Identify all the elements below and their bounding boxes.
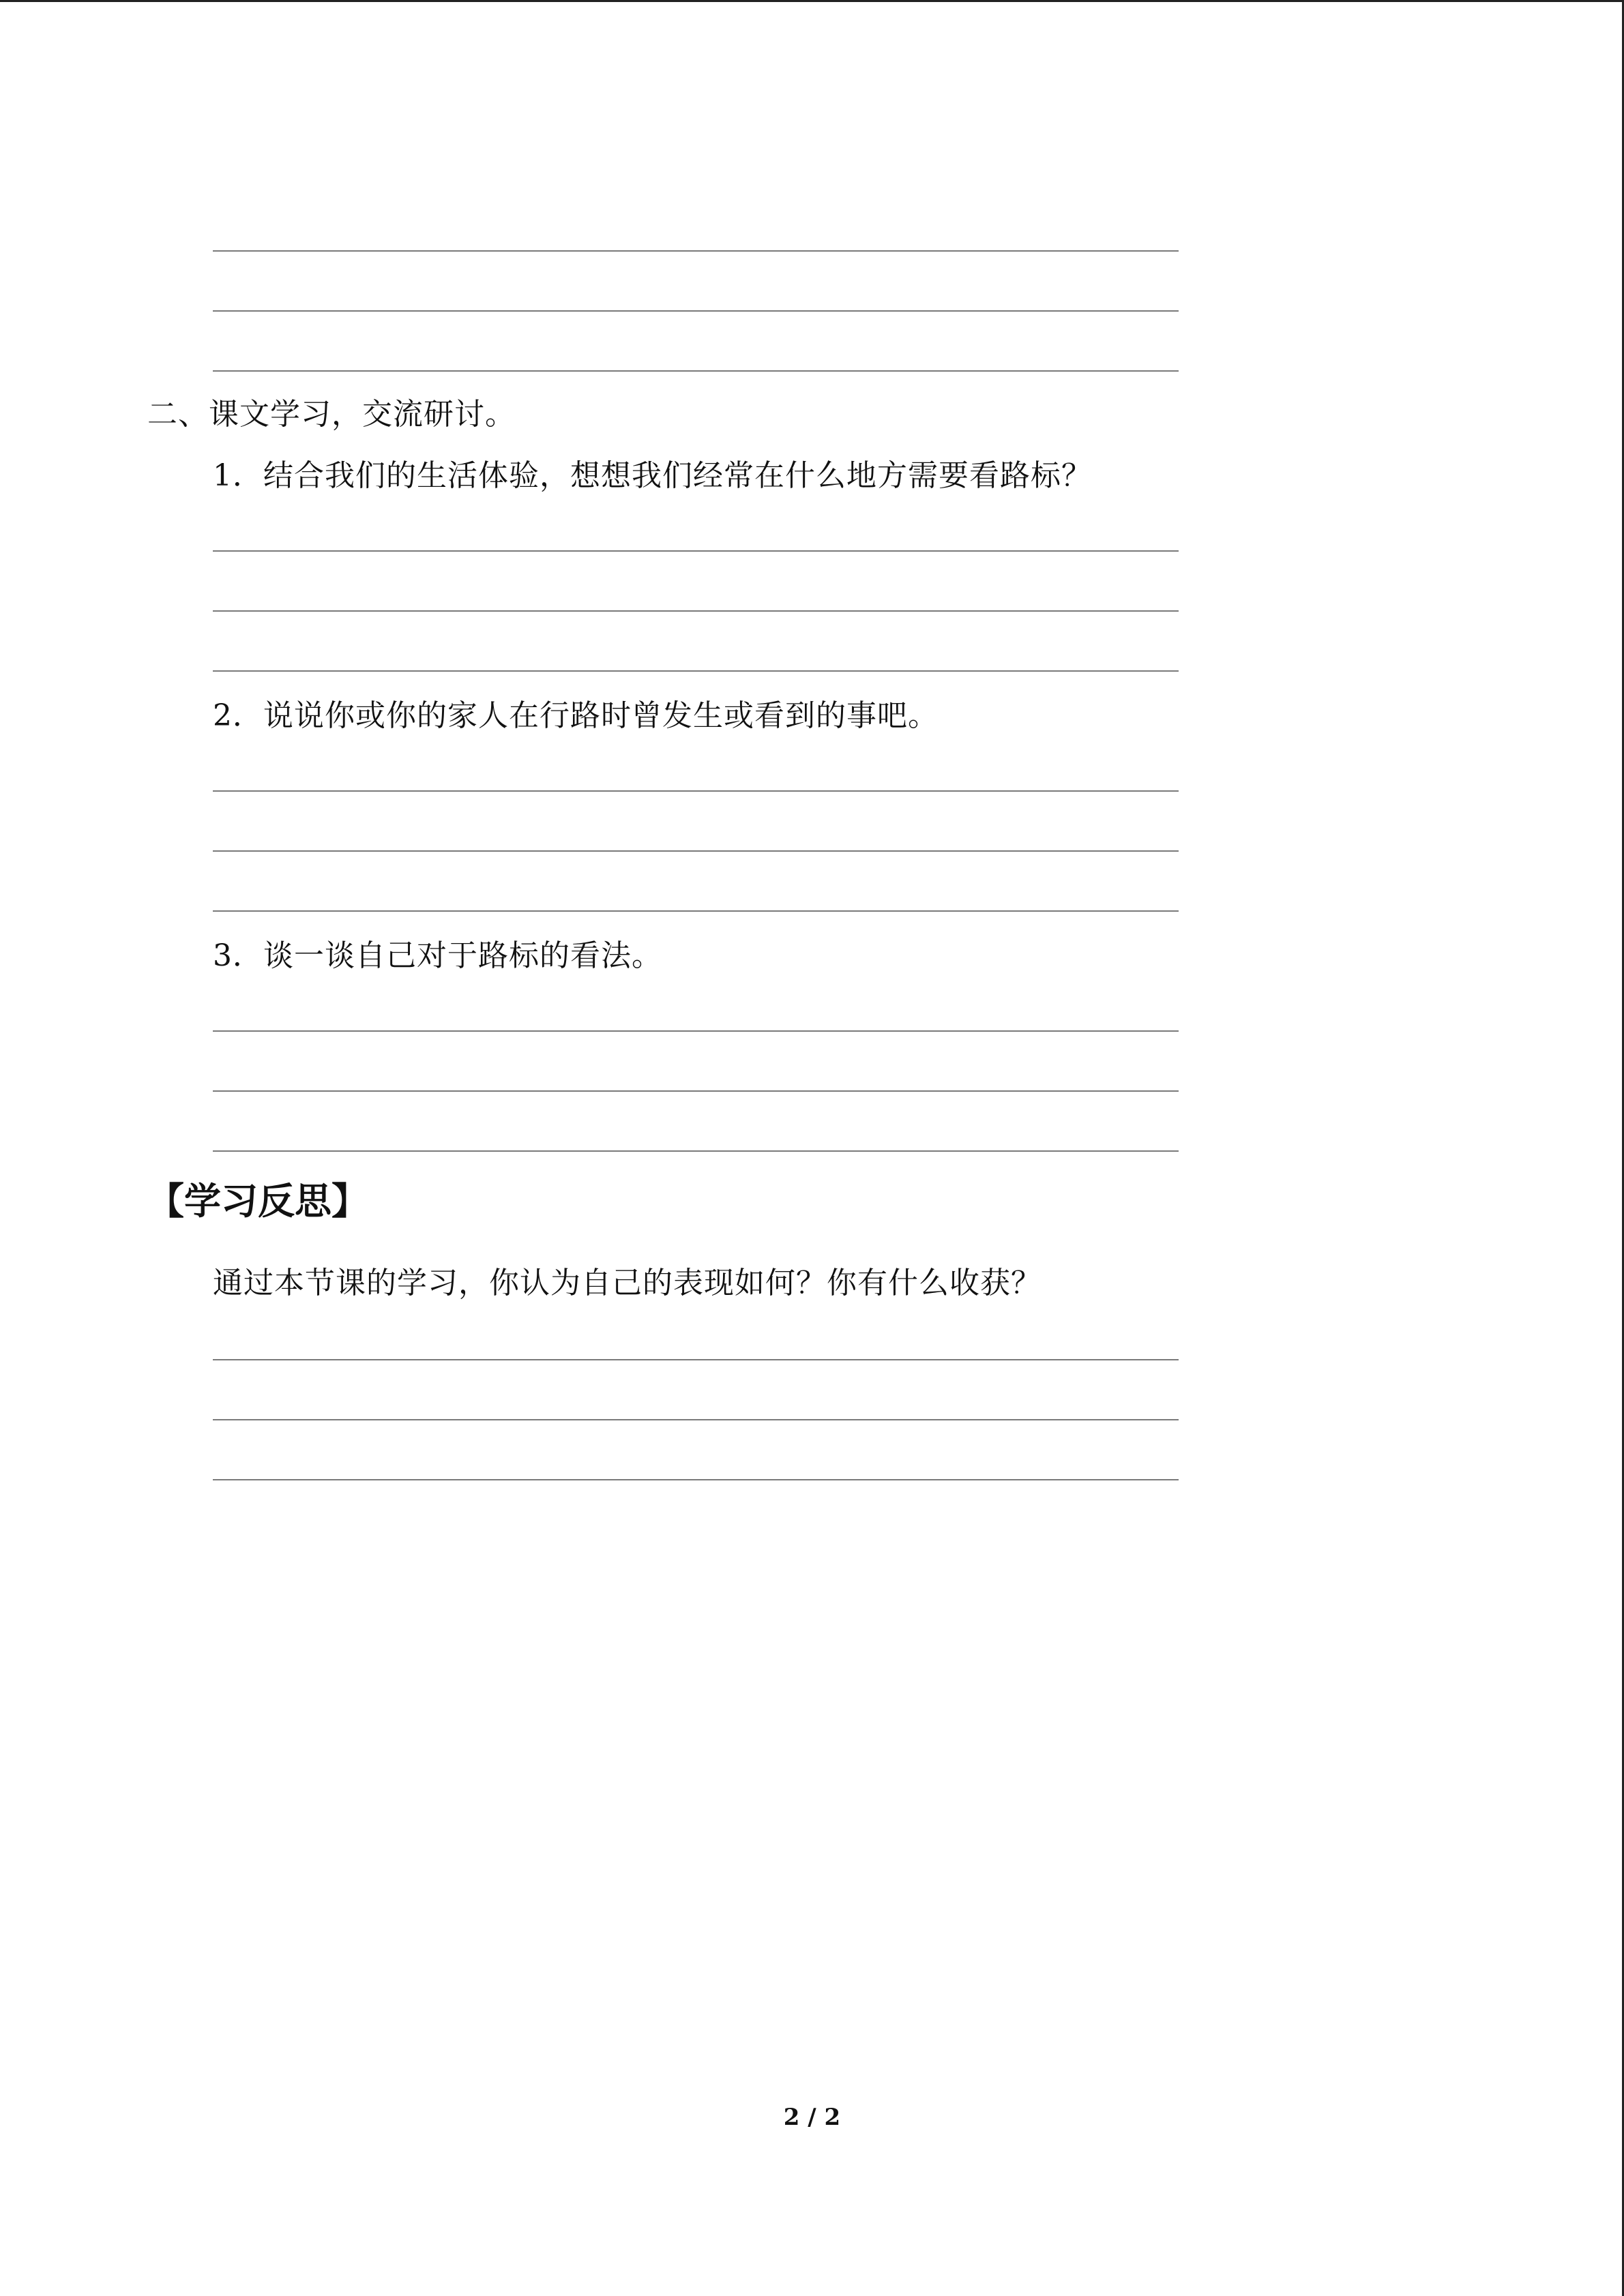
answer-line[interactable] <box>213 610 1179 612</box>
answer-line[interactable] <box>213 1030 1179 1032</box>
reflection-heading: 【学习反思】 <box>147 1180 368 1223</box>
answer-line[interactable] <box>213 1479 1179 1480</box>
reflection-prompt: 通过本节课的学习，你认为自己的表现如何？你有什么收获？ <box>213 1266 1042 1300</box>
answer-line[interactable] <box>213 1150 1179 1152</box>
page-number: 2 / 2 <box>783 2104 841 2131</box>
answer-line[interactable] <box>213 1419 1179 1420</box>
page-border-top <box>0 0 1624 2</box>
section-two-title: 二、课文学习，交流研讨。 <box>147 397 516 432</box>
answer-line[interactable] <box>213 310 1179 312</box>
answer-line[interactable] <box>213 370 1179 372</box>
answer-line[interactable] <box>213 910 1179 912</box>
question-1: 1．结合我们的生活体验，想想我们经常在什么地方需要看路标？ <box>213 458 1092 493</box>
question-2: 2．说说你或你的家人在行路时曾发生或看到的事吧。 <box>213 698 939 733</box>
answer-line[interactable] <box>213 790 1179 792</box>
question-3: 3．谈一谈自己对于路标的看法。 <box>213 938 662 973</box>
answer-line[interactable] <box>213 550 1179 552</box>
answer-line[interactable] <box>213 250 1179 252</box>
answer-line[interactable] <box>213 1090 1179 1092</box>
answer-line[interactable] <box>213 850 1179 852</box>
answer-line[interactable] <box>213 1359 1179 1360</box>
answer-line[interactable] <box>213 670 1179 672</box>
